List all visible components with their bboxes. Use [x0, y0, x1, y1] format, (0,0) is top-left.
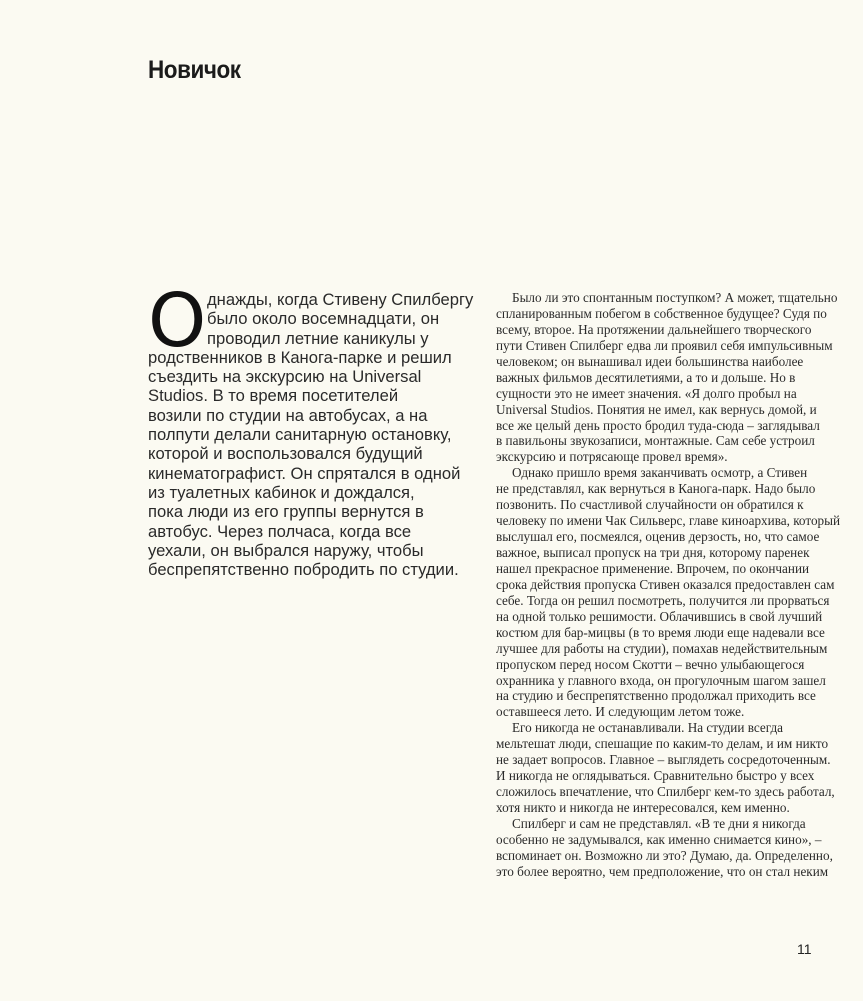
intro-paragraph [148, 278, 478, 580]
text-line: нашел прекрасное применение. Впрочем, по окончании [496, 560, 810, 576]
text-line: выслушал его, посмеялся, оценив дерзость, но, что самое [496, 529, 820, 545]
text-line: Однако пришло время заканчивать осмотр, а Стивен [512, 465, 808, 481]
text-line: человеком; он вынашивал идеи большинства наиболее [496, 353, 804, 369]
text-line: экскурсию и потрясающе провел время». [496, 449, 728, 465]
text-line: человеку по имени Чак Сильверс, главе киноархива, который [496, 513, 841, 529]
text-line: всему, второе. На протяжении дальнейшего творческого [496, 321, 812, 337]
text-line: на одной только решимости. Облачившись в свой лучший [496, 608, 823, 624]
text-line: возили по студии на автобусах, а на [148, 405, 428, 425]
text-line: не задает вопросов. Главное – выглядеть сосредоточенным. [496, 752, 831, 768]
text-line: охранника у главного входа, он прогулочным шагом зашел [496, 672, 826, 688]
text-line: на студию и беспрепятственно продолжал приходить все [496, 688, 816, 704]
text-line: полпути делали санитарную остановку, [148, 425, 452, 445]
text-line: мельтешат люди, спешащие по каким-то делам, и им никто [496, 736, 829, 752]
text-line: себе. Тогда он решил посмотреть, получится ли прорваться [496, 592, 830, 608]
text-line: из туалетных кабинок и дождался, [148, 482, 415, 502]
text-line: было около восемнадцати, он [207, 309, 440, 329]
text-line: Studios. В то время посетителей [148, 386, 399, 406]
text-line: позвонить. По счастливой случайности он обратился к [496, 497, 804, 513]
body-text-column [496, 290, 841, 880]
page-number: 11 [797, 941, 812, 957]
text-line: родственников в Канога-парке и решил [148, 347, 452, 367]
text-line: пути Стивен Спилберг едва ли проявил себя импульсивным [496, 337, 833, 353]
text-line: съездить на экскурсию на Universal [148, 367, 422, 387]
text-line: хотя никто и никогда не интересовался, кем именно. [496, 800, 790, 815]
drop-cap: О [148, 278, 207, 364]
text-line: проводил летние каникулы у [207, 328, 429, 348]
text-line: Было ли это спонтанным поступком? А может, тщательно [512, 290, 838, 305]
text-line: кинематографист. Он спрятался в одной [148, 463, 461, 483]
paragraph [496, 290, 838, 465]
text-line: это более вероятно, чем предположение, что он стал неким [496, 863, 829, 879]
text-line: особенно не задумывался, как именно снимается кино», – [496, 831, 822, 847]
text-line: оставшееся лето. И следующим летом тоже. [496, 704, 745, 720]
text-line: Его никогда не останавливали. На студии всегда [512, 720, 784, 736]
paragraph [496, 465, 841, 720]
text-line: которой и воспользовался будущий [148, 444, 423, 464]
text-line: важное, выписал пропуск на три дня, которому паренек [496, 545, 810, 560]
text-line: важных фильмов десятилетиями, а то и дольше. Но в [496, 369, 796, 385]
text-line: Universal Studios. Понятия не имел, как вернусь домой, и [496, 401, 817, 417]
text-line: срока действия пропуска Стивен оказался предоставлен сам [496, 576, 835, 592]
text-line: не представлял, как вернуться в Канога-парк. Надо было [496, 481, 816, 497]
text-line: Спилберг и сам не представлял. «В те дни я никогда [512, 815, 806, 831]
chapter-title: Новичок [148, 56, 241, 84]
text-line: уехали, он выбрался наружу, чтобы [148, 540, 424, 560]
text-line: И никогда не оглядываться. Сравнительно быстро у всех [496, 768, 815, 784]
text-line: беспрепятственно побродить по студии. [148, 560, 459, 580]
text-line: спланированным побегом в собственное будущее? Судя по [496, 305, 827, 321]
text-line: днажды, когда Стивену Спилбергу [207, 290, 474, 309]
text-line: сложилось впечатление, что Спилберг кем-то здесь работал, [496, 784, 835, 800]
text-line: костюм для бар-мицвы (в то время люди еще надевали все [496, 624, 825, 640]
paragraph [496, 720, 835, 816]
text-line: автобус. Через полчаса, когда все [148, 521, 412, 541]
text-line: пока люди из его группы вернутся в [148, 502, 424, 522]
text-line: сущности это не имеет значения. «Я долго пробыл на [496, 385, 797, 401]
text-line: пропуском перед носом Скотти – вечно улыбающегося [496, 656, 805, 672]
text-line: все же целый день просто бродил туда-сюда – заглядывал [496, 417, 820, 433]
text-line: лучшее для работы на студии), помахав недействительным [496, 640, 828, 656]
text-line: в павильоны звукозаписи, монтажные. Сам себе устроил [496, 433, 815, 449]
paragraph [496, 815, 833, 880]
text-line: вспоминает он. Возможно ли это? Думаю, да. Определенно, [496, 847, 833, 863]
